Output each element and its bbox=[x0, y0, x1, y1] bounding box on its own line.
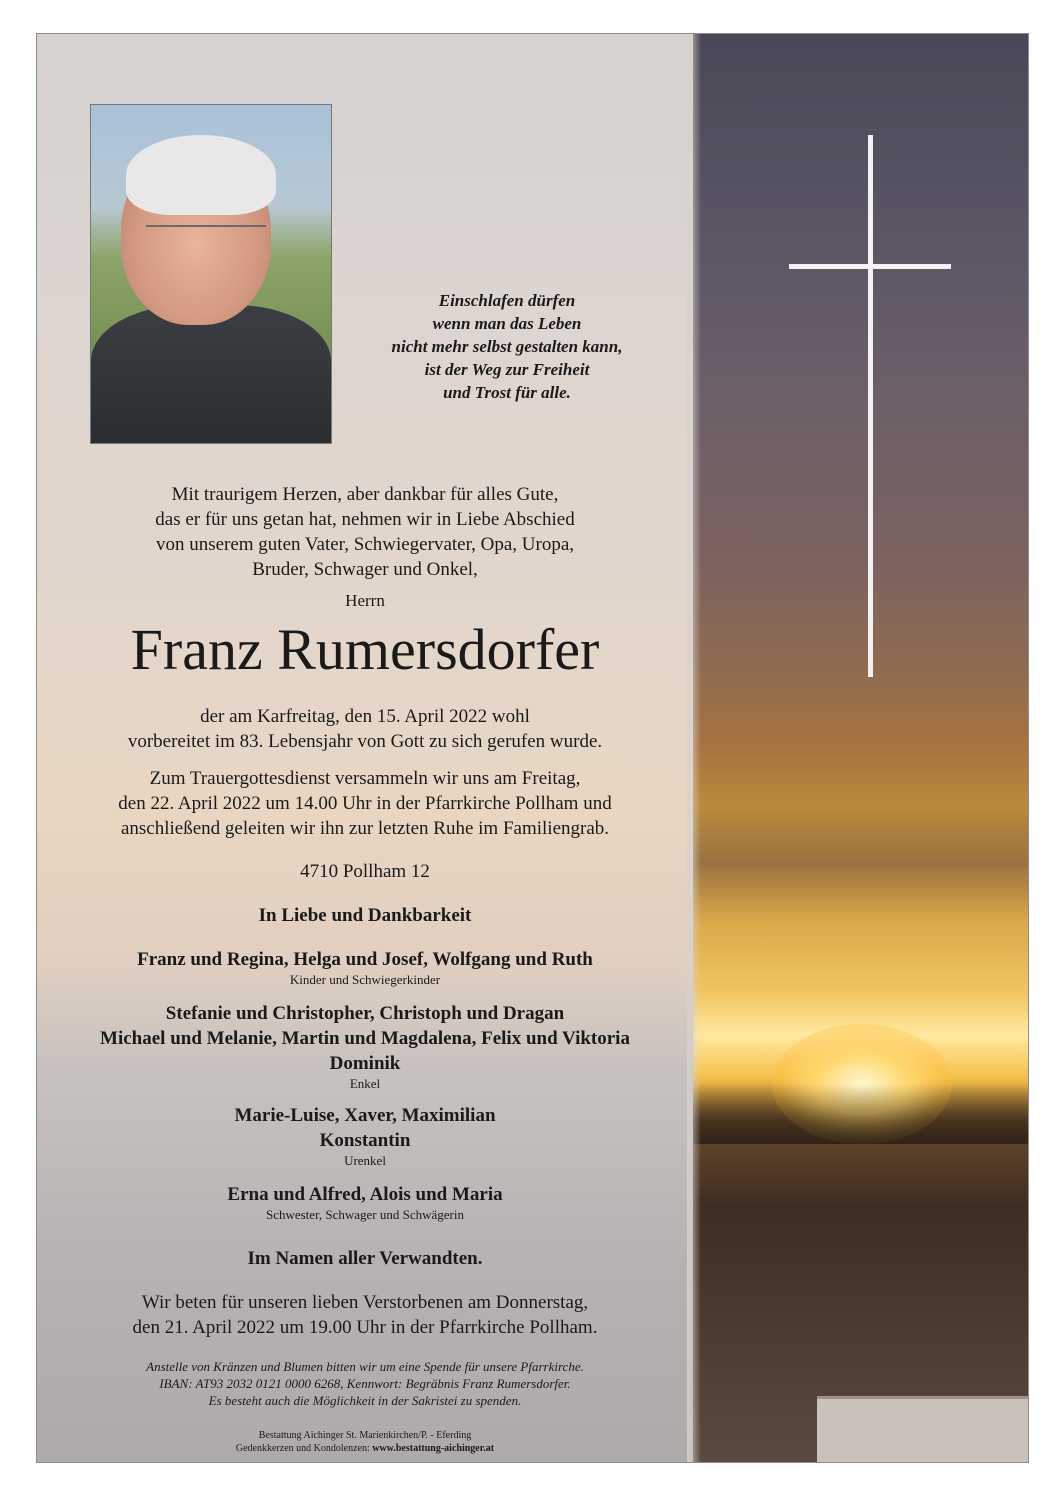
poem-line: ist der Weg zur Freiheit bbox=[424, 360, 590, 379]
portrait-photo bbox=[90, 104, 332, 444]
portrait-hair bbox=[126, 135, 276, 215]
footer-link[interactable]: www.bestattung-aichinger.at bbox=[372, 1443, 495, 1454]
portrait-glasses bbox=[146, 225, 266, 257]
prayer-info bbox=[37, 1290, 693, 1340]
grandchildren-names: Michael und Melanie, Martin und Magdalena, Felix und Viktoria bbox=[100, 1028, 630, 1049]
grandchildren-names: Dominik bbox=[329, 1053, 401, 1074]
grandchildren-label: Enkel bbox=[349, 1076, 381, 1091]
intro-line: Mit traurigem Herzen, aber dankbar für alles Gute, bbox=[171, 484, 559, 505]
children-names: Franz und Regina, Helga und Josef, Wolfgang und Ruth bbox=[137, 949, 593, 970]
poem-line: nicht mehr selbst gestalten kann, bbox=[391, 337, 623, 356]
intro-text bbox=[37, 482, 693, 582]
footer-company: Bestattung Aichinger St. Marienkirchen/P. - Eferding bbox=[258, 1430, 472, 1441]
salutation: Herrn bbox=[345, 591, 385, 610]
poem bbox=[357, 289, 657, 404]
roof-silhouette bbox=[817, 1396, 1029, 1463]
footer-prefix: Gedenkkerzen und Kondolenzen: bbox=[235, 1443, 373, 1454]
death-line: der am Karfreitag, den 15. April 2022 wohl bbox=[200, 706, 530, 727]
intro-line: von unserem guten Vater, Schwiegervater, Opa, Uropa, bbox=[155, 534, 575, 555]
deceased-name: Franz Rumersdorfer bbox=[130, 617, 600, 682]
siblings-group bbox=[37, 1182, 693, 1223]
tree-silhouette bbox=[691, 1084, 1029, 1144]
service-info bbox=[37, 766, 693, 841]
children-group bbox=[37, 947, 693, 988]
address: 4710 Pollham 12 bbox=[300, 861, 430, 882]
siblings-names: Erna und Alfred, Alois und Maria bbox=[227, 1184, 503, 1205]
intro-line: das er für uns getan hat, nehmen wir in Liebe Abschied bbox=[155, 509, 575, 530]
great-grandchildren-names: Marie-Luise, Xaver, Maximilian bbox=[234, 1105, 496, 1126]
death-line: vorbereitet im 83. Lebensjahr von Gott zu sich gerufen wurde. bbox=[127, 731, 603, 752]
poem-line: wenn man das Leben bbox=[432, 314, 582, 333]
portrait-jacket bbox=[91, 305, 331, 444]
footer-contact bbox=[37, 1442, 693, 1455]
sunset-background bbox=[691, 34, 1029, 1463]
cross-icon bbox=[868, 135, 873, 677]
great-grandchildren-label: Urenkel bbox=[344, 1153, 386, 1168]
service-line: Zum Trauergottesdienst versammeln wir uns am Freitag, bbox=[149, 768, 581, 789]
siblings-label: Schwester, Schwager und Schwägerin bbox=[265, 1207, 465, 1222]
cross-bar bbox=[789, 264, 951, 269]
service-line: anschließend geleiten wir ihn zur letzten Ruhe im Familiengrab. bbox=[120, 818, 610, 839]
donation-line: Es besteht auch die Möglichkeit in der Sakristei zu spenden. bbox=[208, 1393, 522, 1408]
intro-line: Bruder, Schwager und Onkel, bbox=[252, 559, 478, 580]
obituary-card bbox=[36, 33, 1029, 1463]
grandchildren-names: Stefanie und Christopher, Christoph und Dragan bbox=[165, 1003, 565, 1024]
love-heading: In Liebe und Dankbarkeit bbox=[258, 905, 472, 926]
poem-line: und Trost für alle. bbox=[443, 383, 571, 402]
great-grandchildren-group bbox=[37, 1103, 693, 1169]
prayer-line: Wir beten für unseren lieben Verstorbenen am Donnerstag, bbox=[141, 1292, 589, 1313]
donation-line: Anstelle von Kränzen und Blumen bitten wir um eine Spende für unsere Pfarrkirche. bbox=[146, 1359, 584, 1374]
grandchildren-group bbox=[37, 1001, 693, 1092]
poem-line: Einschlafen dürfen bbox=[438, 291, 576, 310]
donation-line: IBAN: AT93 2032 0121 0000 6268, Kennwort: Begräbnis Franz Rumersdorfer. bbox=[159, 1376, 571, 1391]
service-line: den 22. April 2022 um 14.00 Uhr in der Pfarrkirche Pollham und bbox=[118, 793, 612, 814]
footer bbox=[37, 1429, 693, 1455]
children-label: Kinder und Schwiegerkinder bbox=[289, 972, 441, 987]
death-notice bbox=[37, 704, 693, 754]
relatives-line: Im Namen aller Verwandten. bbox=[247, 1248, 483, 1269]
donation-note bbox=[37, 1358, 693, 1409]
great-grandchildren-names: Konstantin bbox=[319, 1130, 411, 1151]
prayer-line: den 21. April 2022 um 19.00 Uhr in der Pfarrkirche Pollham. bbox=[132, 1317, 598, 1338]
